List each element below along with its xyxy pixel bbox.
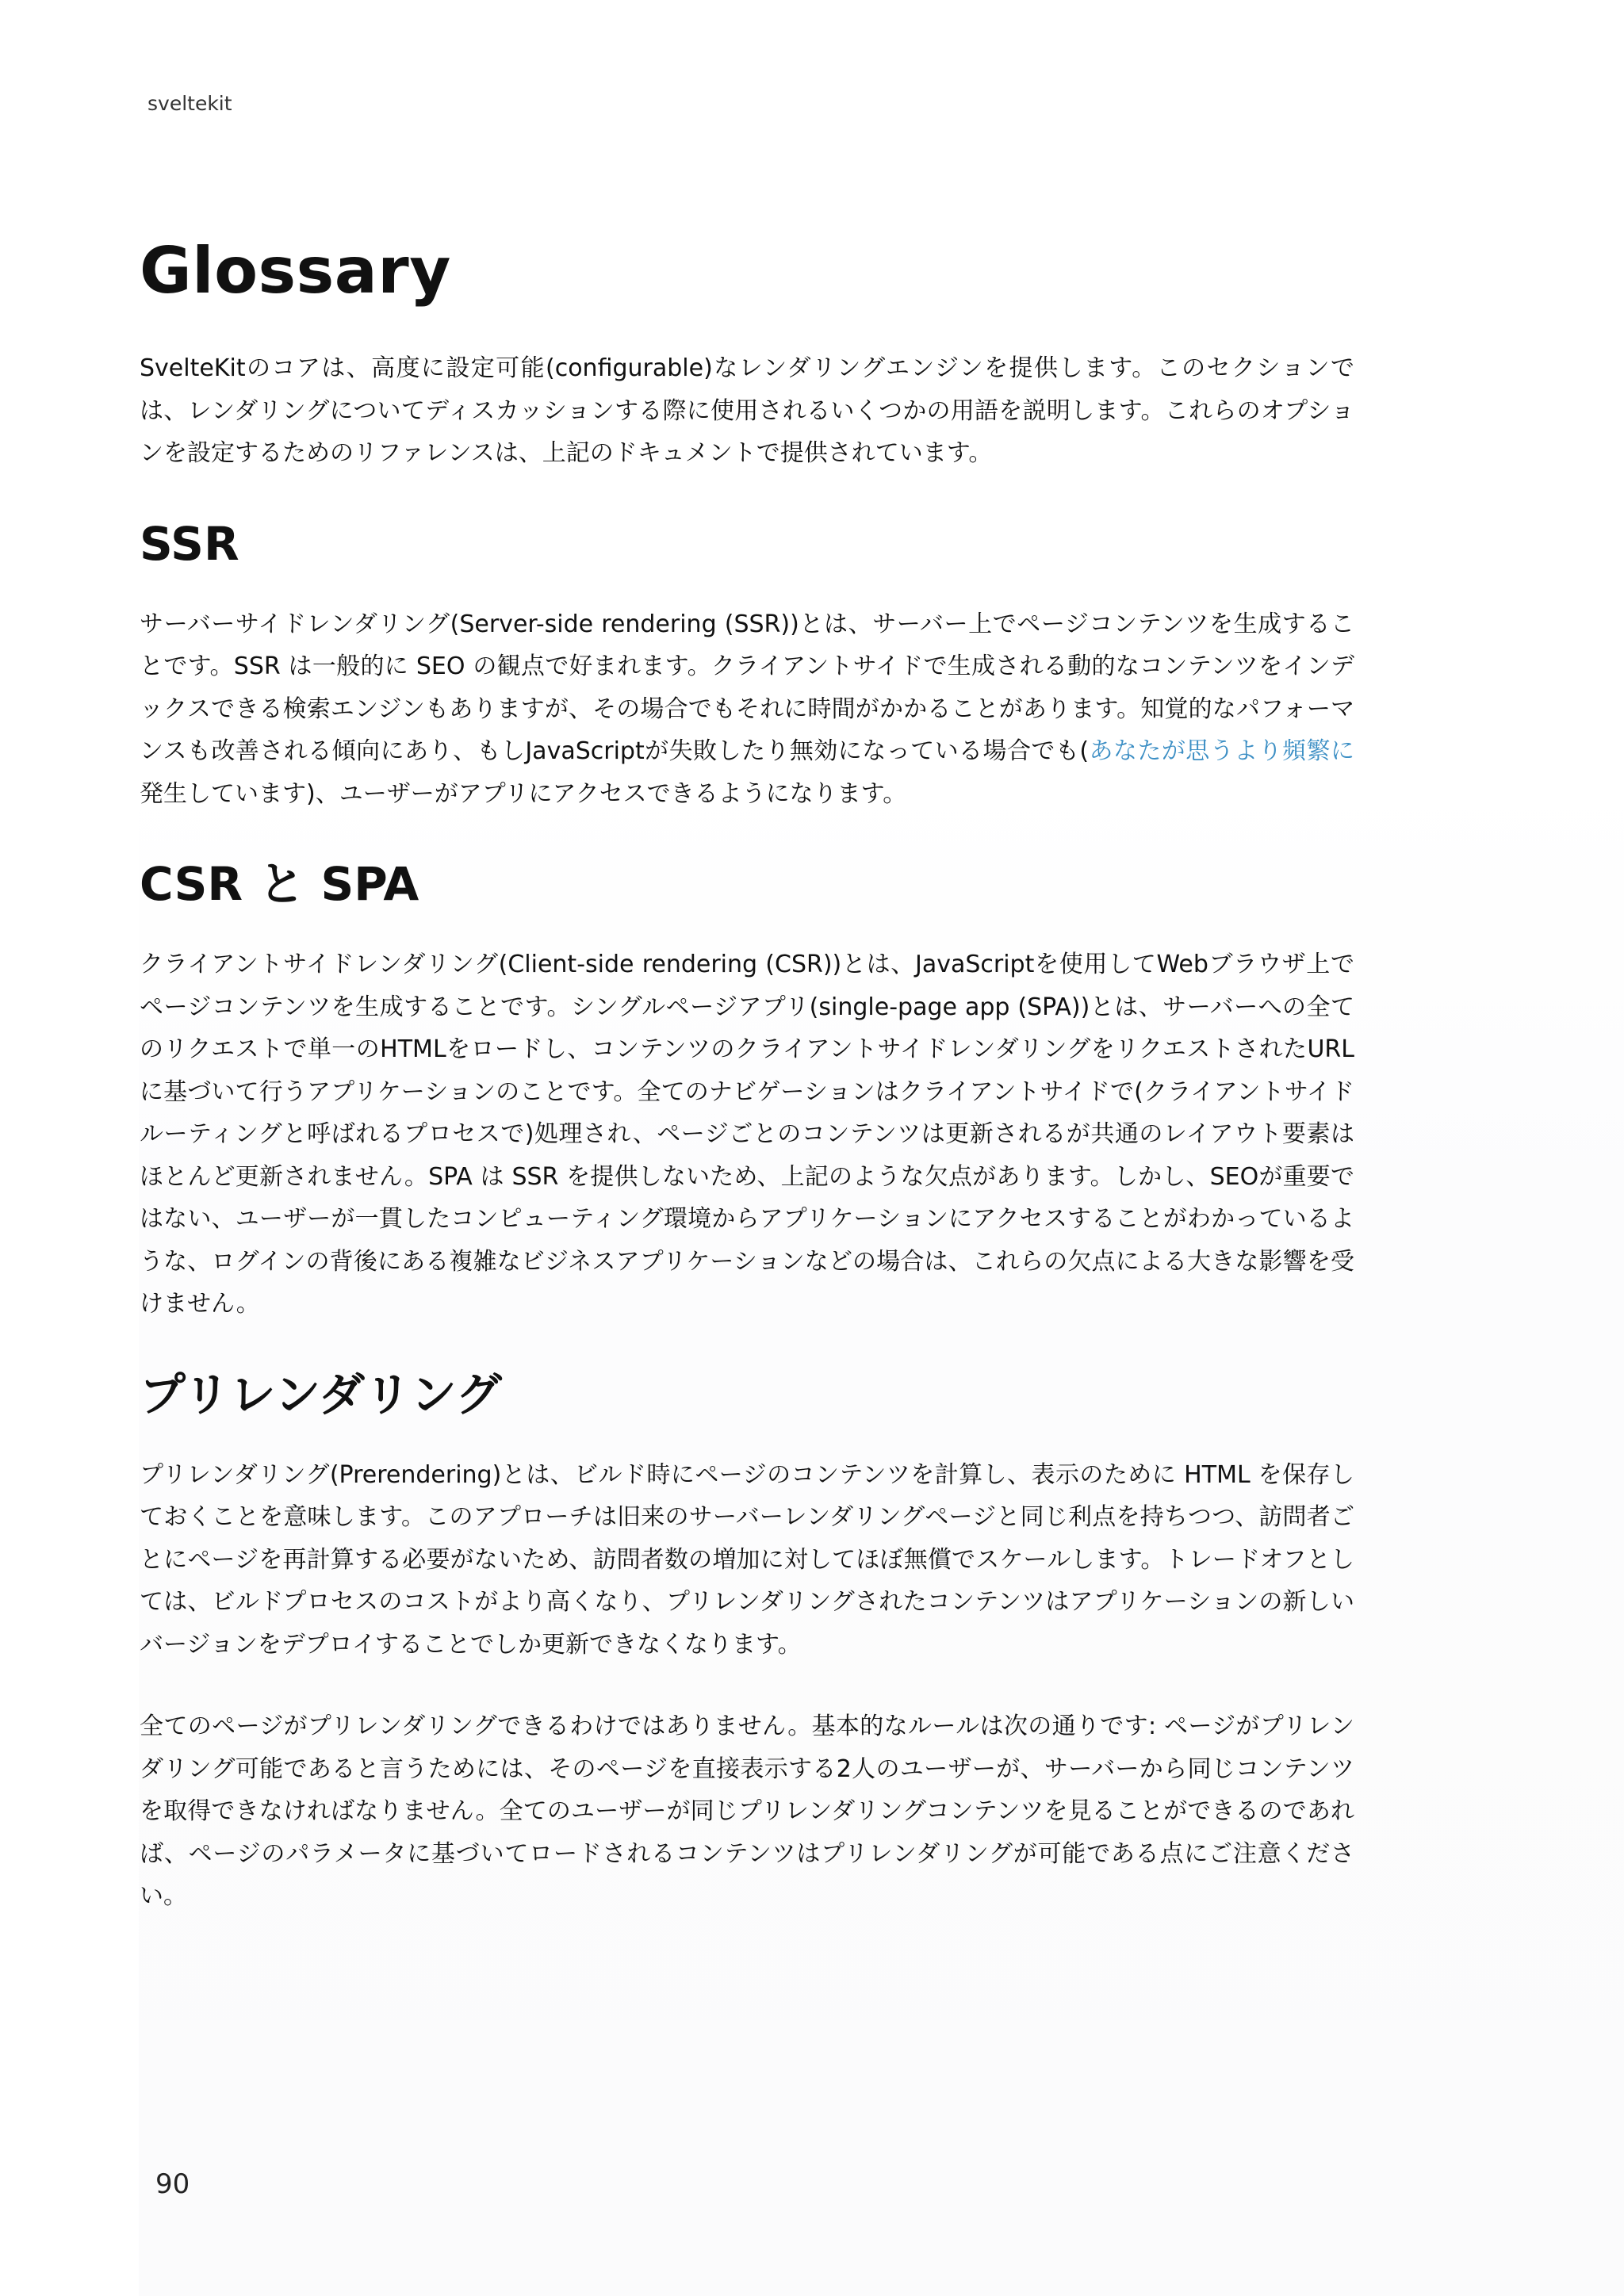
document-body [140, 230, 1354, 1957]
prerendering-heading: プリレンダリング [140, 1367, 502, 1422]
csr-spa-heading: CSR と SPA [140, 857, 419, 911]
ssr-inline-link[interactable]: あなたが思うより頻繁に [1089, 737, 1355, 765]
section-prerendering [140, 1365, 1354, 1918]
csr-spa-paragraph: クライアントサイドレンダリング(Client-side rendering (CSR))とは、JavaScriptを使用してWebブラウザ上でページコンテンツを生成することです。シングルページアプリ(single-page app (SPA))とは、サーバーへの全てのリクエストで単一のHTMLをロードし、コンテンツのクライアントサイドレンダリングをリクエストされたURLに基づいて行うアプリケーションのことです。全てのナビゲーションはクライアントサイドで(クライアントサイドルーティングと呼ばれるプロセスで)処理され、ページごとのコンテンツは更新されるが共通のレイアウト要素はほとんど更新されません。SPA は SSR を提供しないため、上記のような欠点があります。しかし、SEOが重要ではない、ユーザーが一貫したコンピューティング環境からアプリケーションにアクセスすることがわかっているような、ログインの背後にある複雑なビジネスアプリケーションなどの場合は、これらの欠点による大きな影響を受けません。 [140, 951, 1354, 1318]
prerendering-paragraph-1: プリレンダリング(Prerendering)とは、ビルド時にページのコンテンツを計算し、表示のために HTML を保存しておくことを意味します。このアプローチは旧来のサーバーレンダリングページと同じ利点を持ちつつ、訪問者ごとにページを再計算する必要がないため、訪問者数の増加に対してほぼ無償でスケールします。トレードオフとしては、ビルドプロセスのコストがより高くなり、プリレンダリングされたコンテンツはアプリケーションの新しいバージョンをデプロイすることでしか更新できなくなります。 [140, 1460, 1354, 1659]
running-header: sveltekit [147, 92, 232, 115]
ssr-text-after-link: 発生しています)、ユーザーがアプリにアクセスできるようになります。 [140, 779, 907, 808]
section-ssr [140, 515, 1354, 816]
page-number: 90 [155, 2168, 190, 2200]
ssr-text-before-link: サーバーサイドレンダリング(Server-side rendering (SSR))とは、サーバー上でページコンテンツを生成することです。SSR は一般的に SEO の観点で好まれます。クライアントサイドで生成される動的なコンテンツをインデックスできる検索エンジンもありますが、その場合でもそれに時間がかかることがあります。知覚的なパフォーマンスも改善される傾向にあり、もしJavaScriptが失敗したり無効になっている場合でも( [140, 610, 1354, 765]
ssr-paragraph [140, 603, 1354, 816]
intro-paragraph: SvelteKitのコアは、高度に設定可能(configurable)なレンダリングエンジンを提供します。このセクションでは、レンダリングについてディスカッションする際に使用されるいくつかの用語を説明します。これらのオプションを設定するためのリファレンスは、上記のドキュメントで提供されています。 [140, 354, 1354, 467]
ssr-heading: SSR [140, 516, 239, 571]
page-title: Glossary [140, 234, 451, 308]
prerendering-paragraph-2: 全てのページがプリレンダリングできるわけではありません。基本的なルールは次の通りです: ページがプリレンダリング可能であると言うためには、そのページを直接表示する2人のユーザーが、サーバーから同じコンテンツを取得できなければなりません。全てのユーザーが同じプリレンダリングコンテンツを見ることができるのであれば、ページのパラメータに基づいてロードされるコンテンツはプリレンダリングが可能である点にご注意ください。 [140, 1712, 1354, 1910]
section-csr-spa [140, 855, 1354, 1326]
